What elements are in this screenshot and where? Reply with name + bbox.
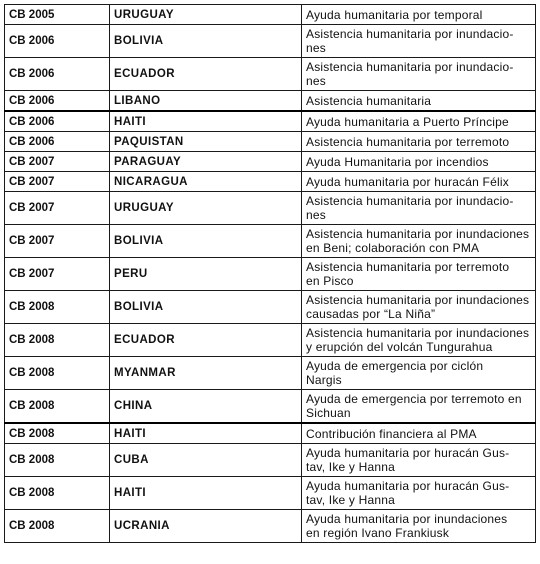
cb-code-cell: CB 2007 (5, 152, 110, 172)
table-row (5, 172, 536, 192)
description-cell (302, 25, 536, 58)
description-line: y erupción del volcán Tungurahua (306, 340, 493, 354)
country-cell: BOLIVIA (110, 291, 302, 324)
cb-code-cell: CB 2005 (5, 5, 110, 25)
description-line: Asistencia humanitaria por inundaciones (306, 227, 530, 241)
table-row (5, 444, 536, 477)
table-row (5, 132, 536, 152)
description-cell (302, 225, 536, 258)
cb-code-cell: CB 2006 (5, 25, 110, 58)
country-cell: HAITI (110, 111, 302, 132)
table-row (5, 510, 536, 543)
description-line: Ayuda de emergencia por ciclón (306, 359, 484, 373)
description-line: nes (306, 208, 326, 222)
description-line: tav, Ike y Hanna (306, 493, 396, 507)
table-row (5, 25, 536, 58)
description-cell (302, 111, 536, 132)
table-row (5, 390, 536, 424)
table-row (5, 58, 536, 91)
description-line: Contribución financiera al PMA (306, 426, 477, 441)
aid-table-body (5, 5, 536, 543)
description-line: en Beni; colaboración con PMA (306, 241, 480, 255)
table-row (5, 291, 536, 324)
description-line: Ayuda humanitaria a Puerto Príncipe (306, 114, 509, 129)
description-line: Asistencia humanitaria (306, 93, 432, 108)
description-line: Ayuda Humanitaria por incendios (306, 154, 489, 169)
description-line: Asistencia humanitaria por inundacio- (306, 60, 514, 74)
country-cell: HAITI (110, 423, 302, 444)
description-cell (302, 444, 536, 477)
description-cell (302, 5, 536, 25)
description-line: tav, Ike y Hanna (306, 460, 396, 474)
description-cell (302, 172, 536, 192)
description-line: Ayuda humanitaria por huracán Gus- (306, 479, 510, 493)
description-line: causadas por “La Niña” (306, 307, 436, 321)
table-row (5, 324, 536, 357)
table-row (5, 5, 536, 25)
table-row (5, 225, 536, 258)
country-cell: BOLIVIA (110, 25, 302, 58)
description-cell (302, 510, 536, 543)
description-line: Ayuda de emergencia por terremoto en (306, 392, 522, 406)
description-cell (302, 291, 536, 324)
cb-code-cell: CB 2008 (5, 357, 110, 390)
description-line: Asistencia humanitaria por terremoto (306, 260, 510, 274)
description-cell (302, 258, 536, 291)
description-line: Sichuan (306, 406, 351, 420)
cb-code-cell: CB 2006 (5, 91, 110, 112)
cb-code-cell: CB 2008 (5, 510, 110, 543)
description-line: Asistencia humanitaria por inundacio- (306, 27, 514, 41)
description-cell (302, 477, 536, 510)
cb-code-cell: CB 2008 (5, 423, 110, 444)
cb-code-cell: CB 2006 (5, 132, 110, 152)
cb-code-cell: CB 2006 (5, 111, 110, 132)
description-cell (302, 324, 536, 357)
country-cell: PARAGUAY (110, 152, 302, 172)
description-line: Asistencia humanitaria por terremoto (306, 134, 510, 149)
description-line: en región Ivano Frankiusk (306, 526, 450, 540)
table-row (5, 152, 536, 172)
country-cell: PAQUISTAN (110, 132, 302, 152)
description-cell (302, 423, 536, 444)
description-line: nes (306, 74, 326, 88)
description-line: Nargis (306, 373, 342, 387)
country-cell: UCRANIA (110, 510, 302, 543)
country-cell: LIBANO (110, 91, 302, 112)
description-line: Asistencia humanitaria por inundaciones (306, 326, 530, 340)
description-line: en Pisco (306, 274, 354, 288)
description-line: Ayuda humanitaria por temporal (306, 7, 483, 22)
country-cell: URUGUAY (110, 5, 302, 25)
cb-code-cell: CB 2008 (5, 324, 110, 357)
country-cell: BOLIVIA (110, 225, 302, 258)
cb-code-cell: CB 2008 (5, 291, 110, 324)
description-cell (302, 192, 536, 225)
description-line: Ayuda humanitaria por huracán Gus- (306, 446, 510, 460)
country-cell: CUBA (110, 444, 302, 477)
cb-code-cell: CB 2008 (5, 390, 110, 424)
country-cell: ECUADOR (110, 58, 302, 91)
country-cell: MYANMAR (110, 357, 302, 390)
table-row (5, 111, 536, 132)
country-cell: HAITI (110, 477, 302, 510)
cb-code-cell: CB 2008 (5, 444, 110, 477)
country-cell: CHINA (110, 390, 302, 424)
description-line: nes (306, 41, 326, 55)
table-row (5, 477, 536, 510)
country-cell: ECUADOR (110, 324, 302, 357)
cb-code-cell: CB 2006 (5, 58, 110, 91)
description-line: Ayuda humanitaria por huracán Félix (306, 174, 509, 189)
description-cell (302, 152, 536, 172)
table-row (5, 192, 536, 225)
table-row (5, 91, 536, 112)
description-line: Asistencia humanitaria por inundaciones (306, 293, 530, 307)
cb-code-cell: CB 2007 (5, 172, 110, 192)
description-line: Ayuda humanitaria por inundaciones (306, 512, 508, 526)
country-cell: PERU (110, 258, 302, 291)
table-row (5, 258, 536, 291)
description-cell (302, 390, 536, 424)
description-cell (302, 58, 536, 91)
country-cell: NICARAGUA (110, 172, 302, 192)
description-cell (302, 357, 536, 390)
cb-code-cell: CB 2007 (5, 225, 110, 258)
country-cell: URUGUAY (110, 192, 302, 225)
description-cell (302, 91, 536, 112)
description-line: Asistencia humanitaria por inundacio- (306, 194, 514, 208)
table-row (5, 357, 536, 390)
cb-code-cell: CB 2008 (5, 477, 110, 510)
cb-code-cell: CB 2007 (5, 192, 110, 225)
cb-code-cell: CB 2007 (5, 258, 110, 291)
table-row (5, 423, 536, 444)
aid-table (4, 4, 536, 543)
description-cell (302, 132, 536, 152)
